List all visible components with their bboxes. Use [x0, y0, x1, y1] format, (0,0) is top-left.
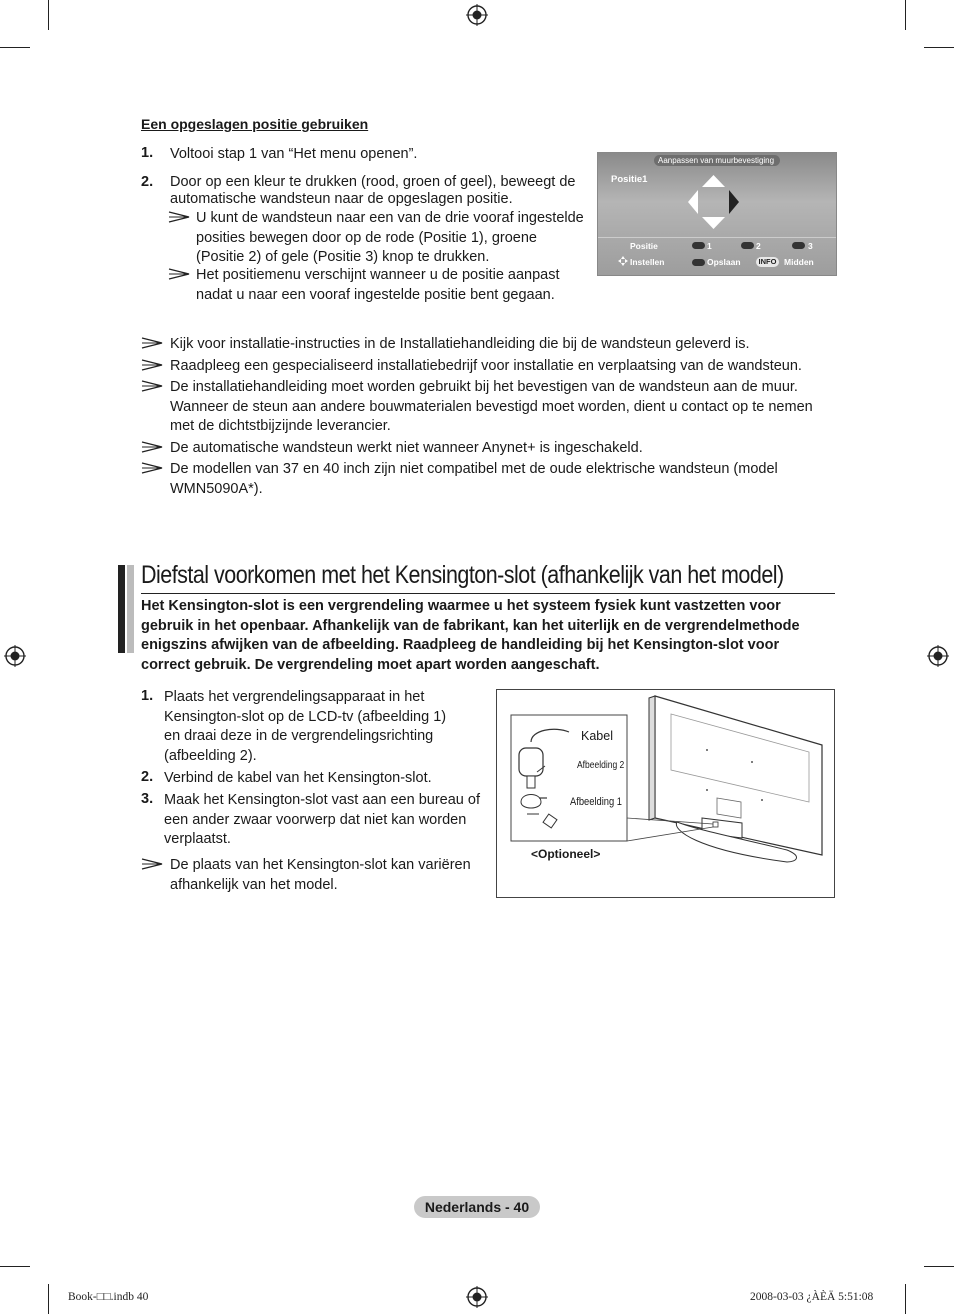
menu-divider	[598, 237, 836, 238]
note-arrow-icon	[141, 359, 163, 371]
step-number: 2.	[141, 769, 154, 785]
note-text: De automatische wandsteun werkt niet wanneer Anynet+ is ingeschakeld.	[170, 440, 643, 456]
note-arrow-icon	[141, 380, 163, 392]
tip-text: Het positiemenu verschijnt wanneer u de positie aanpast nadat u naar een vooraf ingestelde positie bent gegaan.	[196, 267, 560, 303]
cable-label: Kabel	[581, 729, 613, 743]
crop-mark	[48, 0, 49, 30]
step-text: Plaats het vergrendelingsapparaat in het Kensington-slot op de LCD-tv (afbeelding 1) en draai deze in de vergrendelingsrichting (afbeelding 2).	[164, 689, 447, 764]
footer-date: 2008-03-03 ¿ÀÈÄ 5:51:08	[750, 1291, 874, 1303]
wall-mount-menu	[597, 152, 837, 276]
note-text: De installatiehandleiding moet worden gebruikt bij het bevestigen van de wandsteun aan de muur. Wanneer de steun aan andere bouwmaterialen bevestigd moet worden, dient u contact op te nemen met de dichtstbijzijnde leverancier.	[170, 379, 813, 434]
yellow-button-icon	[792, 242, 805, 249]
step-text: Maak het Kensington-slot vast aan een bureau of een ander zwaar voorwerp dat niet kan worden verplaatst.	[164, 792, 480, 847]
menu-row-label: Instellen	[630, 257, 665, 267]
note-arrow-icon	[141, 441, 163, 453]
step-text: Verbind de kabel van het Kensington-slot.	[164, 770, 432, 786]
optional-label: <Optioneel>	[531, 847, 601, 861]
title-rule	[141, 593, 835, 594]
step-number: 1.	[141, 688, 154, 704]
note-arrow-icon	[141, 462, 163, 474]
note-arrow-icon	[141, 858, 163, 870]
green-button-icon	[741, 242, 754, 249]
note-text: Kijk voor installatie-instructies in de Installatiehandleiding die bij de wandsteun geleverd is.	[170, 336, 750, 352]
menu-center-label: Midden	[784, 257, 814, 267]
menu-save-label: Opslaan	[707, 257, 741, 267]
menu-button-label: 1	[707, 241, 712, 251]
note-text: Raadpleeg een gespecialiseerd installatiebedrijf voor installatie en verplaatsing van de wandsteun.	[170, 358, 802, 374]
menu-title: Aanpassen van muurbevestiging	[658, 156, 775, 165]
crop-mark	[905, 0, 906, 30]
intro-text: Het Kensington-slot is een vergrendeling waarmee u het systeem fysiek kunt vastzetten voor gebruik in het openbaar. Afhankelijk van de fabrikant, kan het uiterlijk en de vergrendelmethode enigszins afwijken van de afbeelding. Raadpleeg de handleiding bij het Kensington-slot voor correct gebruik. De vergrendeling moet apart worden aangeschaft.	[141, 598, 800, 673]
direction-arrows-icon	[686, 173, 741, 231]
move-icon	[618, 256, 628, 266]
crop-mark	[924, 47, 954, 48]
menu-position-label: Positie1	[611, 174, 648, 185]
section-marker	[127, 565, 134, 653]
footer-file: Book-□□.indb 40	[68, 1291, 149, 1303]
note-text: De modellen van 37 en 40 inch zijn niet compatibel met de oude elektrische wandsteun (model WMN5090A*).	[170, 461, 778, 497]
menu-button-label: 3	[808, 241, 813, 251]
step-number: 2.	[141, 174, 154, 190]
figure-2-label: Afbeelding 2	[577, 760, 625, 771]
registration-mark-icon	[4, 645, 26, 667]
note-arrow-icon	[141, 337, 163, 349]
step-text: Door op een kleur te drukken (rood, groen of geel), beweegt de automatische wandsteun naar de opgeslagen positie.	[170, 174, 576, 207]
crop-mark	[0, 47, 30, 48]
menu-button-label: 2	[756, 241, 761, 251]
step-number: 3.	[141, 791, 154, 807]
section-marker	[118, 565, 125, 653]
menu-row-label: Positie	[630, 241, 658, 251]
info-button: INFO	[756, 257, 779, 267]
registration-mark-icon	[927, 645, 949, 667]
page-number-badge: Nederlands - 40	[414, 1196, 540, 1218]
tip-text: De plaats van het Kensington-slot kan variëren afhankelijk van het model.	[170, 857, 471, 893]
tv-back-illustration	[497, 690, 836, 899]
figure-1-label: Afbeelding 1	[570, 796, 622, 808]
note-arrow-icon	[168, 268, 190, 280]
red-button-icon	[692, 242, 705, 249]
kensington-figure	[496, 689, 835, 898]
step-number: 1.	[141, 145, 154, 161]
tip-text: U kunt de wandsteun naar een van de drie vooraf ingestelde posities bewegen door op de rode (Positie 1), groene (Positie 2) of gele (Positie 3) knop te drukken.	[196, 210, 584, 265]
section-title: Diefstal voorkomen met het Kensington-slot (afhankelijk van het model)	[141, 561, 784, 589]
crop-mark	[905, 1284, 906, 1314]
subheading: Een opgeslagen positie gebruiken	[141, 116, 369, 132]
crop-mark	[0, 1266, 30, 1267]
registration-mark-icon	[466, 4, 488, 26]
registration-mark-icon	[466, 1286, 488, 1308]
crop-mark	[48, 1284, 49, 1314]
note-arrow-icon	[168, 211, 190, 223]
enter-button-icon	[692, 259, 705, 266]
step-text: Voltooi stap 1 van “Het menu openen”.	[170, 146, 418, 162]
crop-mark	[924, 1266, 954, 1267]
